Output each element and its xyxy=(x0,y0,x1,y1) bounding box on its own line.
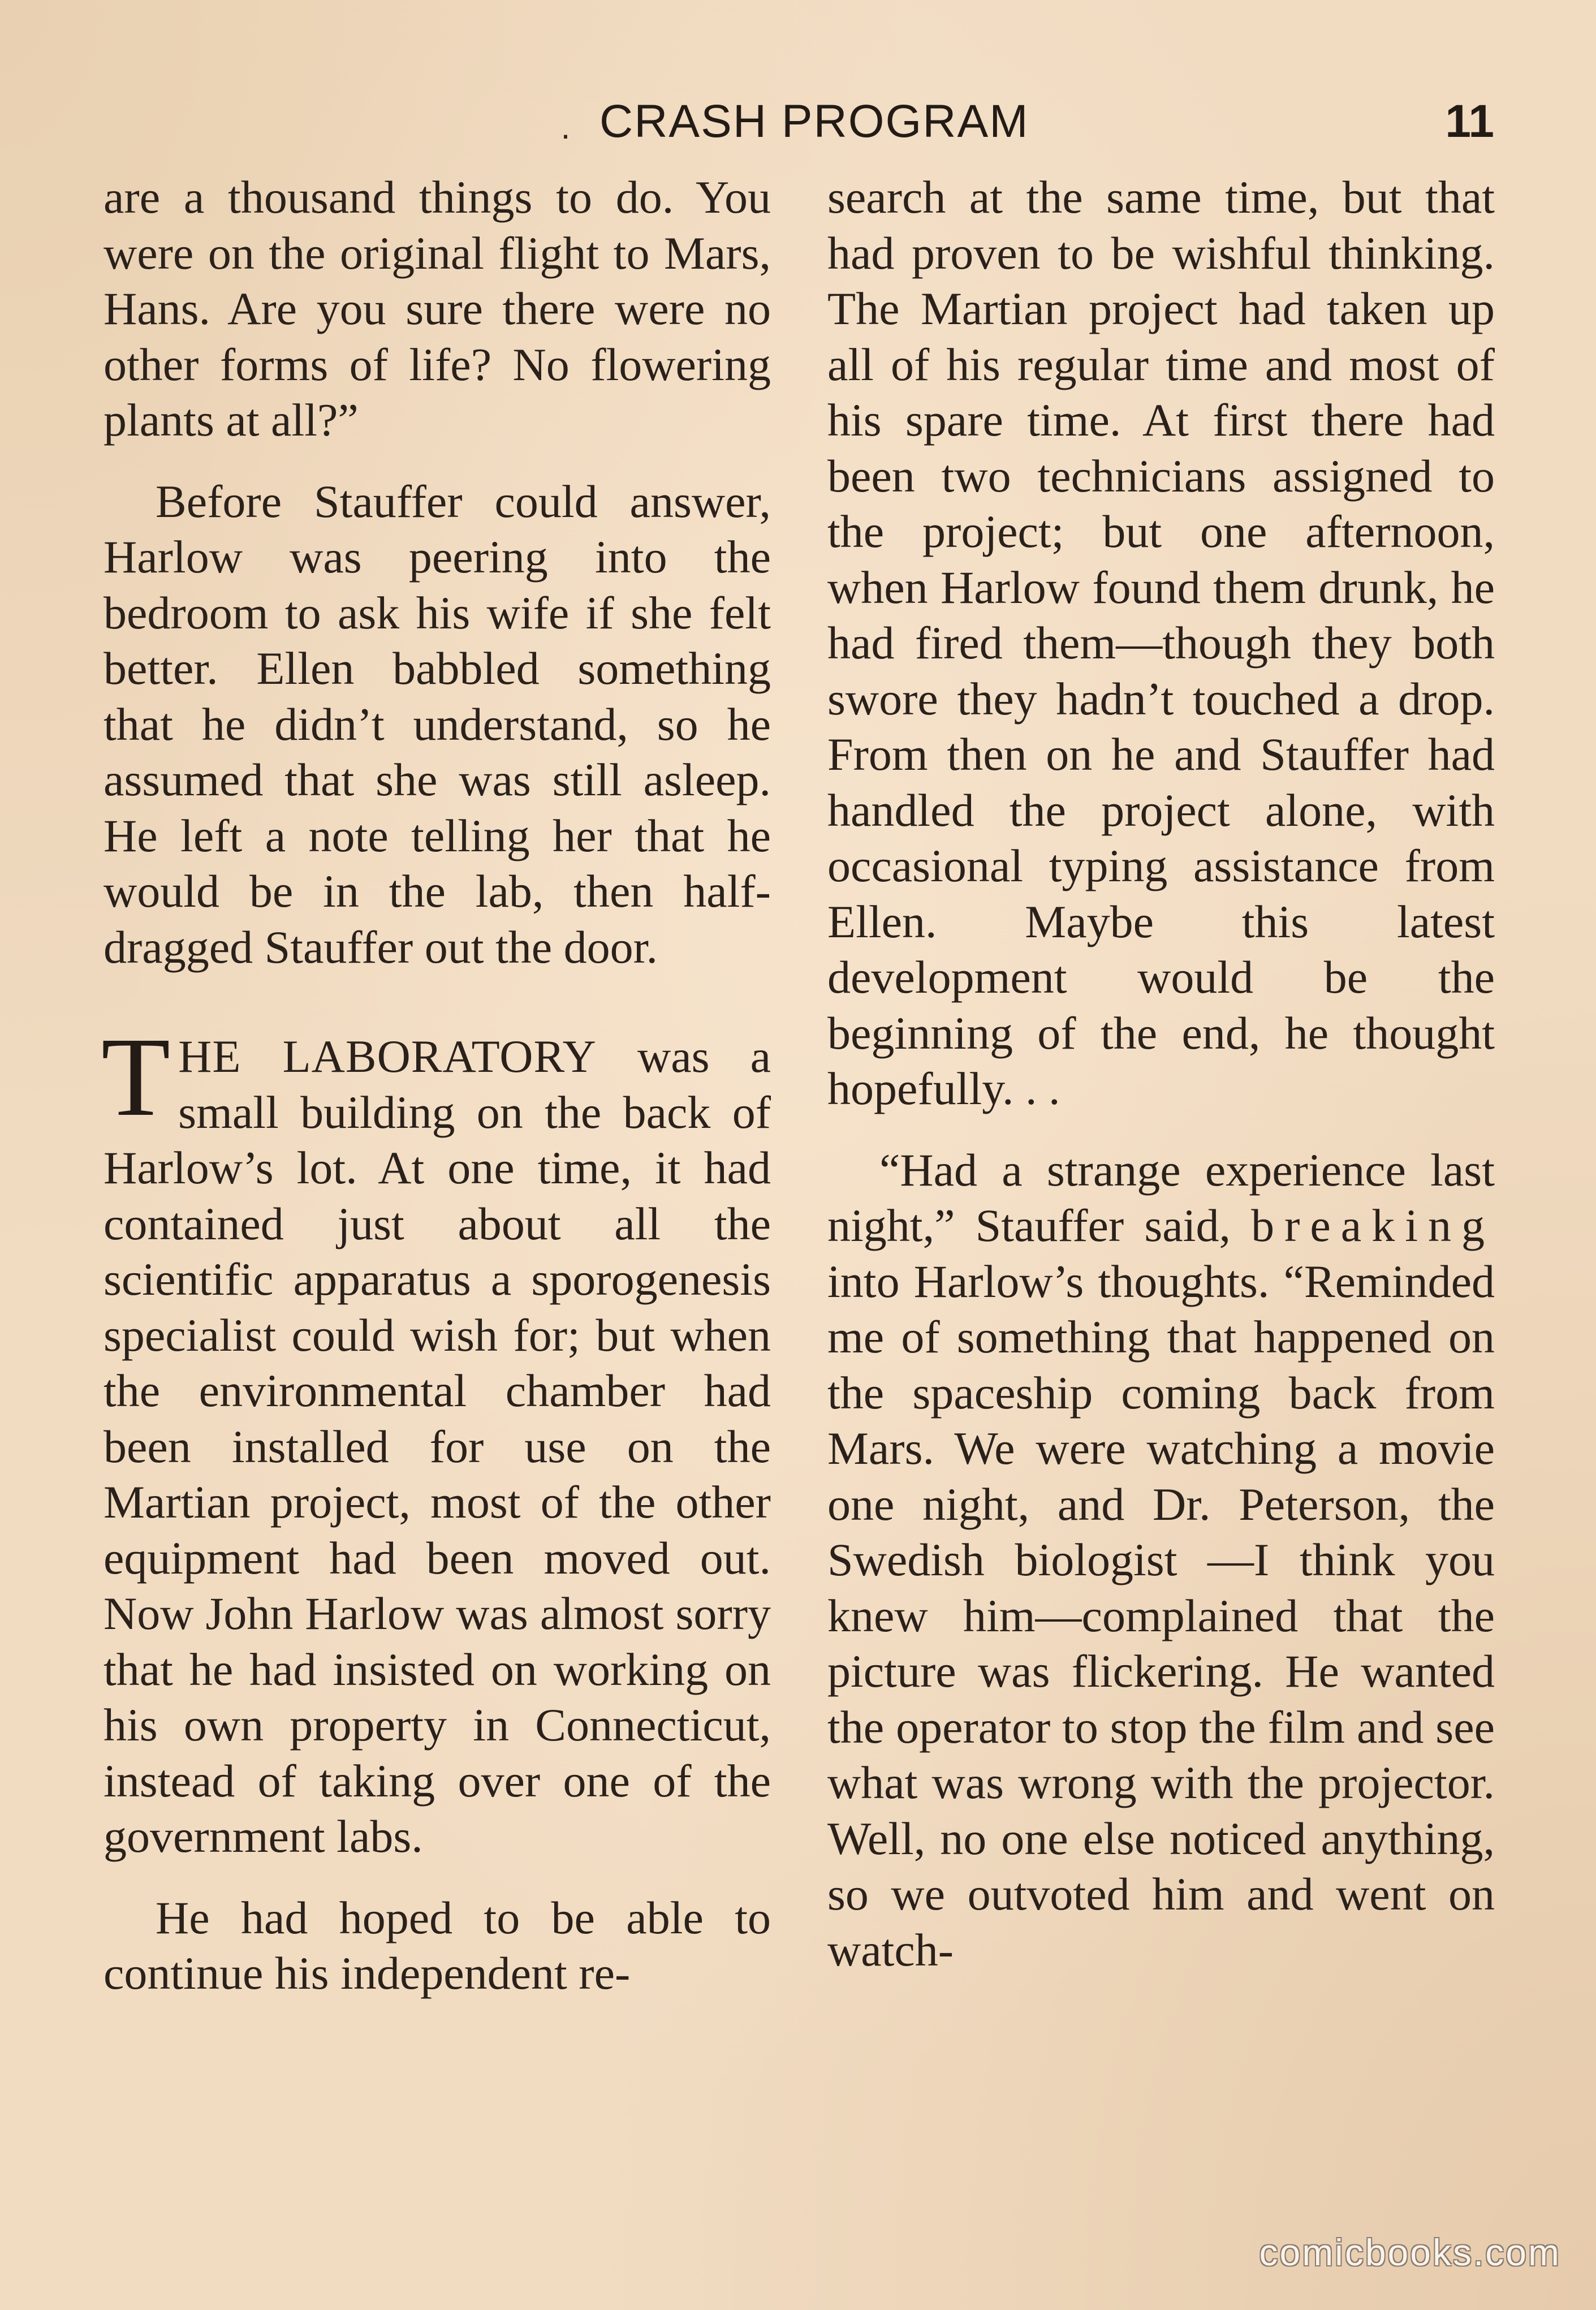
paragraph-text: was a small building on the back of Harlow’s lot. At one time, it had contained just about all the scientific apparatus a sporogenesis specialist could wish for; but when the environmental chamber had been installed for use on the Martian project, most of the other equipment had been moved out. Now John Harlow was almost sorry that he had insisted on working on his own property in Connecticut, instead of taking over one of the government labs. xyxy=(103,1031,771,1862)
paragraph-with-dropcap xyxy=(101,1015,771,1865)
left-column xyxy=(103,170,771,2002)
right-column xyxy=(827,170,1495,1978)
paragraph-text: “Had a strange experience last night,” Stauffer said, xyxy=(827,1144,1495,1251)
section-break xyxy=(103,975,771,1029)
paragraph-gap xyxy=(827,1117,1495,1143)
running-header xyxy=(0,90,1596,153)
paragraph: search at the same time, but that had proven to be wishful thinking. The Martian project had taken up all of his regular time and most of his spare time. At first there had been two technicians assigned to the project; but one afternoon, when Harlow found them drunk, he had fired them—though they both swore they hadn’t touched a drop. From then on he and Stauffer had handled the project alone, with occasional typing assistance from Ellen. Maybe this latest development would be the beginning of the end, he thought hopefully. . . xyxy=(827,171,1495,1114)
paragraph-gap xyxy=(103,1865,771,1890)
page-number: 11 xyxy=(1445,96,1494,147)
drop-cap: T xyxy=(101,1015,171,1140)
paragraph: Before Stauffer could answer, Harlow was peering into the bedroom to ask his wife if she felt better. Ellen babbled something that he didn’t understand, so he assumed that she was still asleep. He left a note telling her that he would be in the lab, then half-dragged Stauffer out the door. xyxy=(103,475,771,973)
letterspaced-word: breaking xyxy=(1251,1200,1495,1251)
watermark: comicbooks.com xyxy=(1259,2231,1561,2273)
small-caps-lead: HE LABORATORY xyxy=(178,1031,597,1082)
paragraph: are a thousand things to do. You were on the original flight to Mars, Hans. Are you sure there were no other forms of life? No flowering plants at all?” xyxy=(103,171,771,446)
paragraph: He had hoped to be able to continue his independent re- xyxy=(103,1891,771,1999)
paragraph xyxy=(827,1143,1495,1979)
paragraph-gap xyxy=(103,449,771,474)
paragraph-text: into Harlow’s thoughts. “Reminded me of something that happened on the spaceship coming back from Mars. We were watching a movie one night, and Dr. Peterson, the Swedish biologist —I think you knew him—complained that the picture was flickering. He wanted the operator to stop the film and see what was wrong with the projector. Well, no one else noticed anything, so we outvoted him and went on watch- xyxy=(827,1255,1495,1976)
running-title: CRASH PROGRAM xyxy=(599,96,1029,147)
header-dot: · xyxy=(560,115,571,153)
